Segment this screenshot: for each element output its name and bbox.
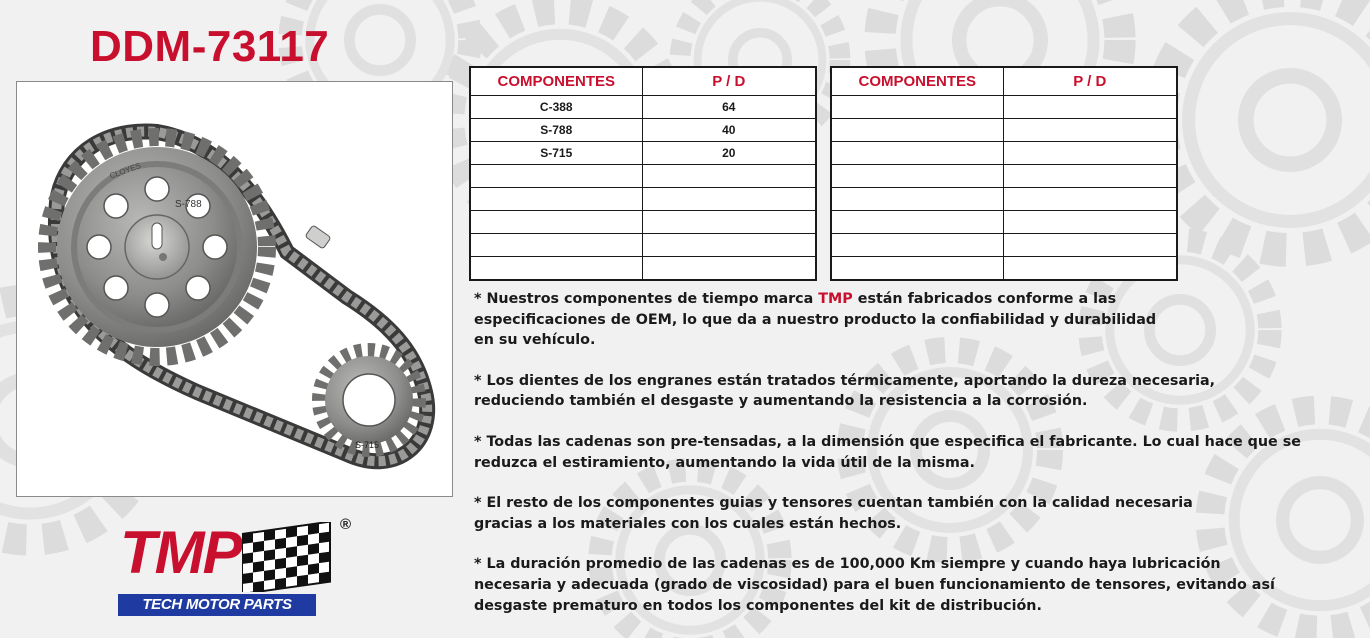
note-guides-tensioners <box>474 493 1354 534</box>
table-row <box>831 96 1177 119</box>
component-cell <box>831 165 1003 188</box>
note-text: * Todas las cadenas son pre-tensadas, a la dimensión que especifica el fabricante. Lo cual hace que se <box>474 433 1301 450</box>
product-photo <box>16 81 453 497</box>
note-text: * El resto de los componentes guias y tensores cuentan también con la calidad necesaria <box>474 495 1193 512</box>
component-cell <box>470 211 642 234</box>
logo-tagline: TECH MOTOR PARTS <box>118 594 316 616</box>
note-text: gracias a los materiales con los cuales están hechos. <box>474 515 902 532</box>
timing-kit-illustration <box>17 82 453 497</box>
tmp-logo <box>118 516 363 620</box>
pd-cell <box>1003 211 1177 234</box>
table-row <box>470 165 816 188</box>
note-text: en su vehículo. <box>474 332 596 349</box>
note-text: reduzca el estiramiento, aumentando la vida útil de la misma. <box>474 454 975 471</box>
table-header-row <box>831 67 1177 96</box>
table-row <box>831 211 1177 234</box>
note-chain-lifespan <box>474 554 1354 616</box>
table-row <box>470 234 816 257</box>
table-row <box>831 188 1177 211</box>
small-crank-gear <box>319 350 419 450</box>
header-pd: P / D <box>642 67 816 96</box>
brand-highlight: TMP <box>818 291 853 307</box>
header-componentes: COMPONENTES <box>470 67 642 96</box>
component-cell: C-388 <box>470 96 642 119</box>
table-row <box>470 96 816 119</box>
components-table-right <box>830 66 1178 281</box>
pd-cell <box>642 211 816 234</box>
large-gear-ring-text: CLOYES <box>108 160 143 181</box>
component-cell <box>831 142 1003 165</box>
pd-cell <box>642 234 816 257</box>
table-row <box>470 119 816 142</box>
component-cell <box>831 119 1003 142</box>
component-cell <box>470 188 642 211</box>
table-row <box>831 165 1177 188</box>
pd-cell <box>1003 165 1177 188</box>
pd-cell <box>1003 96 1177 119</box>
component-cell <box>831 188 1003 211</box>
note-text: reduciendo también el desgaste y aumentando la resistencia a la corrosión. <box>474 393 1088 410</box>
component-cell <box>831 257 1003 281</box>
table-row <box>470 142 816 165</box>
component-cell <box>831 211 1003 234</box>
pd-cell: 20 <box>642 142 816 165</box>
registered-mark: ® <box>340 516 352 533</box>
table-row <box>470 257 816 281</box>
table-row <box>470 188 816 211</box>
pd-cell: 64 <box>642 96 816 119</box>
note-text: * Nuestros componentes de tiempo marca <box>474 291 819 307</box>
pd-cell: 40 <box>642 119 816 142</box>
small-gear-label: S-715 <box>355 440 380 450</box>
product-notes <box>474 289 1354 616</box>
note-text: especificaciones de OEM, lo que da a nuestro producto la confiabilidad y durabilidad <box>474 311 1157 328</box>
note-text: necesaria y adecuada (grado de viscosidad) para el buen funcionamiento de tensores, evitando así <box>474 576 1275 593</box>
pd-cell <box>1003 142 1177 165</box>
components-table-left <box>469 66 817 281</box>
table-row <box>831 119 1177 142</box>
pd-cell <box>642 257 816 281</box>
note-text: * Los dientes de los engranes están tratados térmicamente, aportando la dureza necesaria, <box>474 372 1216 389</box>
note-oem <box>474 289 1354 351</box>
pd-cell <box>1003 188 1177 211</box>
table-header-row <box>470 67 816 96</box>
pd-cell <box>1003 119 1177 142</box>
component-cell <box>831 234 1003 257</box>
table-row <box>831 257 1177 281</box>
component-cell: S-788 <box>470 119 642 142</box>
pd-cell <box>1003 234 1177 257</box>
component-cell <box>470 234 642 257</box>
table-row <box>831 234 1177 257</box>
logo-brand: TMP <box>120 519 241 586</box>
header-componentes: COMPONENTES <box>831 67 1003 96</box>
chain-master-link <box>305 225 331 249</box>
pd-cell <box>1003 257 1177 281</box>
component-cell <box>470 165 642 188</box>
checkered-flag-icon <box>242 522 334 592</box>
header-pd: P / D <box>1003 67 1177 96</box>
note-text: están fabricados conforme a las <box>852 291 1117 307</box>
table-row <box>470 211 816 234</box>
note-text: * La duración promedio de las cadenas es de 100,000 Km siempre y cuando haya lubricación <box>474 556 1221 573</box>
large-cam-gear <box>47 137 267 357</box>
product-code-title: DDM-73117 <box>90 22 330 71</box>
pd-cell <box>642 165 816 188</box>
component-cell <box>470 257 642 281</box>
pd-cell <box>642 188 816 211</box>
note-pretensioned-chains <box>474 432 1354 473</box>
note-heat-treatment <box>474 371 1354 412</box>
table-row <box>831 142 1177 165</box>
component-cell <box>831 96 1003 119</box>
large-gear-label: S-788 <box>175 199 202 210</box>
note-text: desgaste prematuro en todos los componentes del kit de distribución. <box>474 597 1042 614</box>
component-cell: S-715 <box>470 142 642 165</box>
